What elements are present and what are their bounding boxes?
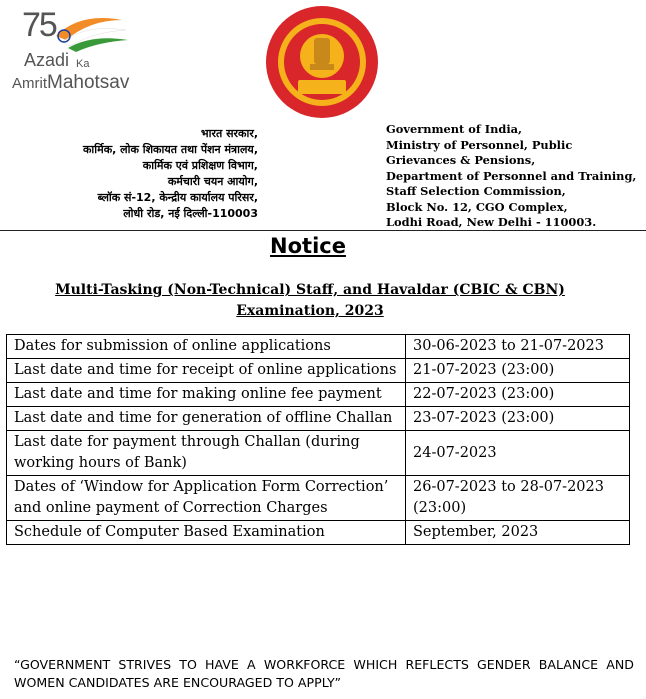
table-row [7, 407, 630, 431]
logo-amrit-mahotsav-text: AmritMahotsav [12, 72, 130, 93]
hindi-address-line: कार्मिक एवं प्रशिक्षण विभाग, [142, 159, 258, 172]
english-address-line: Department of Personnel and Training, [386, 168, 637, 183]
logo-azadi-text: Azadi [24, 50, 70, 70]
exam-subtitle: Multi-Tasking (Non-Technical) Staff, and Havaldar (CBIC & CBN) Examination, 2023 [55, 282, 565, 319]
table-row [7, 521, 630, 545]
schedule-table [6, 334, 630, 545]
schedule-event: Last date and time for making online fee payment [7, 383, 406, 407]
english-address-line: Lodhi Road, New Delhi - 110003. [386, 215, 597, 229]
english-address-line: Government of India, [386, 122, 522, 136]
ssc-emblem-icon [264, 4, 380, 120]
logo-ka-text: Ka [76, 58, 90, 70]
schedule-date: 30-06-2023 to 21-07-2023 [406, 335, 630, 359]
english-address-line: Ministry of Personnel, Public Grievances & Pensions, [386, 137, 573, 167]
english-address-line: Staff Selection Commission, [386, 184, 566, 198]
logo-number: 75 [22, 6, 56, 44]
table-row [7, 383, 630, 407]
azadi-ka-amrit-mahotsav-logo [10, 6, 150, 96]
header-divider [0, 230, 646, 231]
hindi-address-line: ब्लॉक सं-12, केन्द्रीय कार्यालय परिसर, [97, 191, 258, 204]
schedule-date: 23-07-2023 (23:00) [406, 407, 630, 431]
table-row [7, 431, 630, 476]
schedule-date: 21-07-2023 (23:00) [406, 359, 630, 383]
table-row [7, 476, 630, 521]
english-address [386, 122, 644, 231]
schedule-event: Schedule of Computer Based Examination [7, 521, 406, 545]
hindi-address-line: भारत सरकार, [200, 127, 258, 140]
table-row [7, 335, 630, 359]
schedule-date: September, 2023 [406, 521, 630, 545]
schedule-date: 26-07-2023 to 28-07-2023 (23:00) [406, 476, 630, 521]
hindi-address-line: कर्मचारी चयन आयोग, [167, 175, 258, 188]
hindi-address-line: कार्मिक, लोक शिकायत तथा पेंशन मंत्रालय, [82, 143, 258, 156]
table-row [7, 359, 630, 383]
schedule-event: Last date and time for generation of offline Challan [7, 407, 406, 431]
hindi-address-line: लोधी रोड, नई दिल्ली-110003 [123, 207, 258, 220]
schedule-event: Dates for submission of online applications [7, 335, 406, 359]
page-title: Notice [270, 234, 346, 258]
english-address-line: Block No. 12, CGO Complex, [386, 199, 568, 214]
schedule-event: Dates of ‘Window for Application Form Correction’ and online payment of Correction Charges [7, 476, 406, 521]
schedule-date: 24-07-2023 [406, 431, 630, 476]
hindi-address [83, 126, 258, 222]
ssc-seal [264, 4, 380, 120]
schedule-event: Last date for payment through Challan (during working hours of Bank) [7, 431, 406, 476]
schedule-event: Last date and time for receipt of online applications [7, 359, 406, 383]
schedule-date: 22-07-2023 (23:00) [406, 383, 630, 407]
gender-balance-statement: “GOVERNMENT STRIVES TO HAVE A WORKFORCE WHICH REFLECTS GENDER BALANCE AND WOMEN CANDIDATES ARE ENCOURAGED TO APPLY” [14, 657, 634, 690]
